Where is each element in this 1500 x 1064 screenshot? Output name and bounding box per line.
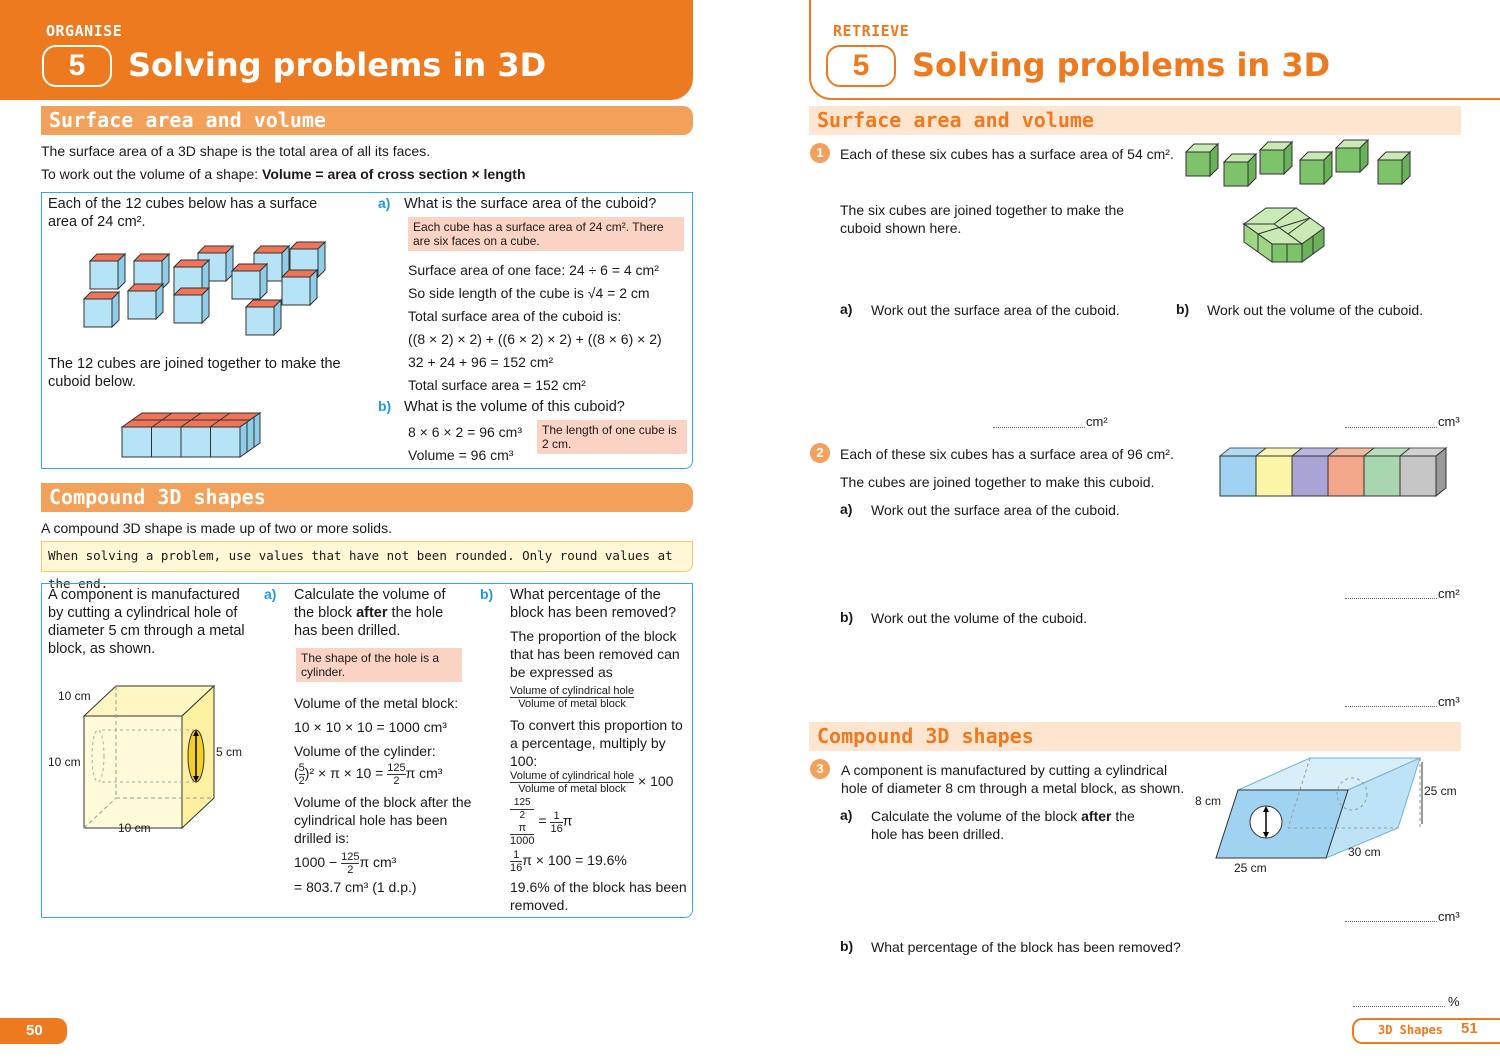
q2-stem: Each of these six cubes has a surface area of 96 cm². (840, 446, 1174, 462)
q2a-unit: cm² (1438, 586, 1460, 601)
fraction: $\frac{5}{2}$ (298, 762, 305, 787)
cube (1378, 152, 1410, 184)
q2-part-b-text: Work out the volume of the cuboid. (871, 610, 1088, 626)
q1a-unit: cm² (1086, 414, 1108, 429)
fraction: 125 2 π 1000 (510, 797, 535, 847)
example-stem-2: The 12 cubes are joined together to make the cuboid below. (48, 356, 341, 390)
cube (128, 284, 163, 319)
page-number-left: 50 (0, 1018, 67, 1044)
proportion-fraction (510, 685, 634, 710)
frac-bottom: Volume of metal block (518, 783, 626, 795)
right-kicker: RETRIEVE (833, 22, 910, 40)
fraction: $\frac{1}{16}$ (550, 809, 563, 835)
volume-formula: Volume = area of cross section × length (262, 166, 526, 182)
dim-width-25cm: 25 cm (1234, 861, 1267, 875)
cube-front (1220, 456, 1256, 496)
q3b-answer-line[interactable] (1353, 1006, 1445, 1007)
twelve-cubes-illustration (78, 237, 348, 337)
compound-part-a-working (294, 694, 474, 896)
cuboid-six-coloured-cubes (1218, 446, 1458, 502)
working-line: = 803.7 cm³ (1 d.p.) (294, 879, 417, 895)
left-page-title: Solving problems in 3D (128, 46, 547, 84)
q-text: the hole has been drilled. (871, 808, 1135, 842)
fraction: $\frac{125}{2}$ (341, 851, 360, 876)
fraction: $\frac{125}{2}$ (387, 762, 406, 787)
working-line: Volume = 96 cm³ (408, 447, 514, 463)
frac-bottom: Volume of metal block (518, 698, 626, 710)
part-a-label: a) (378, 195, 391, 211)
working-line: Surface area of one face: 24 ÷ 6 = 4 cm² (408, 262, 659, 278)
cube (1260, 142, 1292, 174)
working-line: 10 × 10 × 10 = 1000 cm³ (294, 719, 447, 735)
compound-part-a-question (294, 586, 469, 640)
working-line: 125 2 π 1000 = $\frac{1}{16}$ π (510, 797, 573, 847)
working-line: The proportion of the block that has been removed can be expressed as (510, 628, 680, 680)
question-1-number: 1 (810, 143, 830, 163)
q3-stem: A component is manufactured by cutting a cylindrical hole of diameter 8 cm through a metal block, as shown. (841, 762, 1185, 796)
intro-compound: A compound 3D shape is made up of two or more solids. (41, 520, 392, 536)
q1-part-b-label: b) (1176, 301, 1190, 317)
q1-stem-2: The six cubes are joined together to make the cuboid shown here. (840, 202, 1125, 236)
footer-chapter-label: 3D Shapes (1378, 1023, 1444, 1037)
q3b-unit: % (1448, 994, 1460, 1009)
q3a-answer-line[interactable] (1345, 921, 1437, 922)
worked-example-compound (41, 583, 693, 918)
q1a-answer-line[interactable] (993, 427, 1085, 428)
section-heading-compound-retrieve: Compound 3D shapes (809, 722, 1461, 751)
part-a-hint-note: Each cube has a surface area of 24 cm². There are six faces on a cube. (408, 217, 684, 251)
working-line: 8 × 6 × 2 = 96 cm³ (408, 424, 523, 440)
example-stem: Each of the 12 cubes below has a surface area of 24 cm². (48, 196, 318, 230)
q2-part-b-label: b) (840, 609, 854, 625)
compound-part-a-hint: The shape of the hole is a cylinder. (296, 648, 462, 682)
cube-front (1328, 456, 1364, 496)
dim-length-30cm: 30 cm (1348, 845, 1381, 859)
q-bold: after (1081, 808, 1112, 824)
section-heading-surface-area-retrieve: Surface area and volume (809, 106, 1461, 135)
q2a-answer-line[interactable] (1345, 598, 1437, 599)
result-text: π × 100 = 19.6% (522, 852, 627, 869)
dim-bottom: 10 cm (118, 821, 151, 835)
q3-part-b-label: b) (840, 938, 854, 954)
q3-part-b-text: What percentage of the block has been removed? (871, 939, 1181, 955)
q2b-answer-line[interactable] (1345, 706, 1437, 707)
page-number-right: 51 (1461, 1020, 1478, 1037)
right-page (750, 0, 1500, 1064)
dim-hole: 5 cm (216, 745, 243, 759)
cube (246, 300, 281, 335)
times-100: × 100 (638, 773, 674, 790)
cube (232, 264, 267, 299)
question-2-number: 2 (810, 443, 830, 463)
six-cubes-green (1182, 138, 1416, 192)
working-line: Total surface area of the cuboid is: (408, 308, 622, 324)
cube-front (1400, 456, 1436, 496)
cube-front (1292, 456, 1328, 496)
cuboid-12-cubes-illustration (118, 401, 268, 461)
q1b-answer-line[interactable] (1345, 427, 1437, 428)
q1-stem: Each of these six cubes has a surface area of 54 cm². (840, 146, 1174, 162)
q2-part-a-text: Work out the surface area of the cuboid. (871, 502, 1120, 518)
compound-part-b-label: b) (480, 586, 494, 602)
cube (1300, 152, 1332, 184)
q2-part-a-label: a) (840, 501, 853, 517)
dim-top: 10 cm (58, 689, 91, 703)
left-kicker: ORGANISE (46, 22, 123, 40)
working-line: ( $\frac{5}{2}$ )² × π × 10 = $\frac{125}{2}$ π cm³ (294, 762, 443, 787)
cube (1224, 154, 1256, 186)
working-line (510, 849, 688, 874)
q-text: Calculate the volume of the block (871, 808, 1082, 824)
q3-part-a-text (871, 807, 1151, 843)
part-b-label: b) (378, 398, 392, 414)
cube (1186, 144, 1218, 176)
cube (282, 270, 317, 305)
cube-front (1364, 456, 1400, 496)
working-line: To convert this proportion to a percentage, multiply by 100: (510, 717, 683, 769)
q2b-unit: cm³ (1438, 694, 1460, 709)
compound-part-a-label: a) (264, 586, 277, 602)
q-text: the hole has been drilled. (294, 605, 444, 639)
intro-volume-text: To work out the volume of a shape: (41, 166, 263, 182)
intro-volume (41, 165, 526, 183)
dim-hole-8cm: 8 cm (1195, 794, 1222, 808)
frac-top: Volume of cylindrical hole (510, 770, 635, 782)
frac-top: Volume of cylindrical hole (510, 685, 635, 697)
section-heading-compound: Compound 3D shapes (41, 483, 693, 512)
cube (90, 254, 125, 289)
working-line: Volume of the cylinder: (294, 743, 436, 759)
proportion-fraction (510, 770, 634, 795)
q-bold: after (356, 605, 388, 621)
part-a-working (408, 259, 662, 397)
q3a-unit: cm³ (1438, 909, 1460, 924)
part-b-working (408, 421, 522, 467)
part-b-hint-note: The length of one cube is 2 cm. (537, 420, 687, 454)
part-a-question: What is the surface area of the cuboid? (404, 196, 657, 212)
working-line: 1000 − $\frac{125}{2}$ π cm³ (294, 851, 397, 876)
working-line: 32 + 24 + 96 = 152 cm² (408, 354, 554, 370)
left-unit-number: 5 (42, 45, 112, 87)
q1-part-b-text: Work out the volume of the cuboid. (1207, 302, 1424, 318)
cube (1336, 140, 1368, 172)
q2-stem-2: The cubes are joined together to make this cuboid. (840, 474, 1155, 490)
working-line: Total surface area = 152 cm² (408, 377, 586, 393)
dim-left: 10 cm (48, 755, 81, 769)
cube (174, 288, 209, 323)
dim-height-25cm: 25 cm (1424, 784, 1457, 798)
cuboid-six-cubes-green (1240, 204, 1330, 280)
cube (84, 292, 119, 327)
compound-stem: A component is manufactured by cutting a cylindrical hole of diameter 5 cm through a metal block, as shown. (48, 587, 245, 657)
q1-part-a-label: a) (840, 301, 853, 317)
fraction: $\frac{1}{16}$ (510, 849, 523, 874)
worked-example-cuboid (41, 192, 693, 469)
cuboid-side (1436, 448, 1446, 496)
compound-part-b-working (510, 627, 688, 914)
tip-box: When solving a problem, use values that have not been rounded. Only round values at the end. (41, 541, 693, 572)
prism-block-illustration (1208, 752, 1428, 867)
q-text: Calculate the volume of the block (294, 587, 446, 621)
working-line: 19.6% of the block has been removed. (510, 879, 687, 913)
working-line: So side length of the cube is √4 = 2 cm (408, 285, 650, 301)
compound-part-b-question: What percentage of the block has been removed? (510, 587, 677, 621)
q1b-unit: cm³ (1438, 414, 1460, 429)
working-line: ((8 × 2) × 2) + ((6 × 2) × 2) + ((8 × 6) × 2) (408, 331, 662, 347)
working-line (510, 770, 688, 795)
section-heading-surface-area: Surface area and volume (41, 106, 693, 135)
part-b-question: What is the volume of this cuboid? (404, 399, 625, 415)
working-line: Volume of the metal block: (294, 695, 459, 711)
q3-part-a-label: a) (840, 807, 853, 823)
q1-part-a-text: Work out the surface area of the cuboid. (871, 302, 1120, 318)
right-page-title: Solving problems in 3D (912, 46, 1331, 84)
right-unit-number: 5 (826, 45, 896, 87)
cube-front (1256, 456, 1292, 496)
working-line: Volume of the block after the cylindrical hole has been drilled is: (294, 794, 472, 846)
intro-surface-area: The surface area of a 3D shape is the total area of all its faces. (41, 143, 431, 159)
question-3-number: 3 (810, 759, 830, 779)
